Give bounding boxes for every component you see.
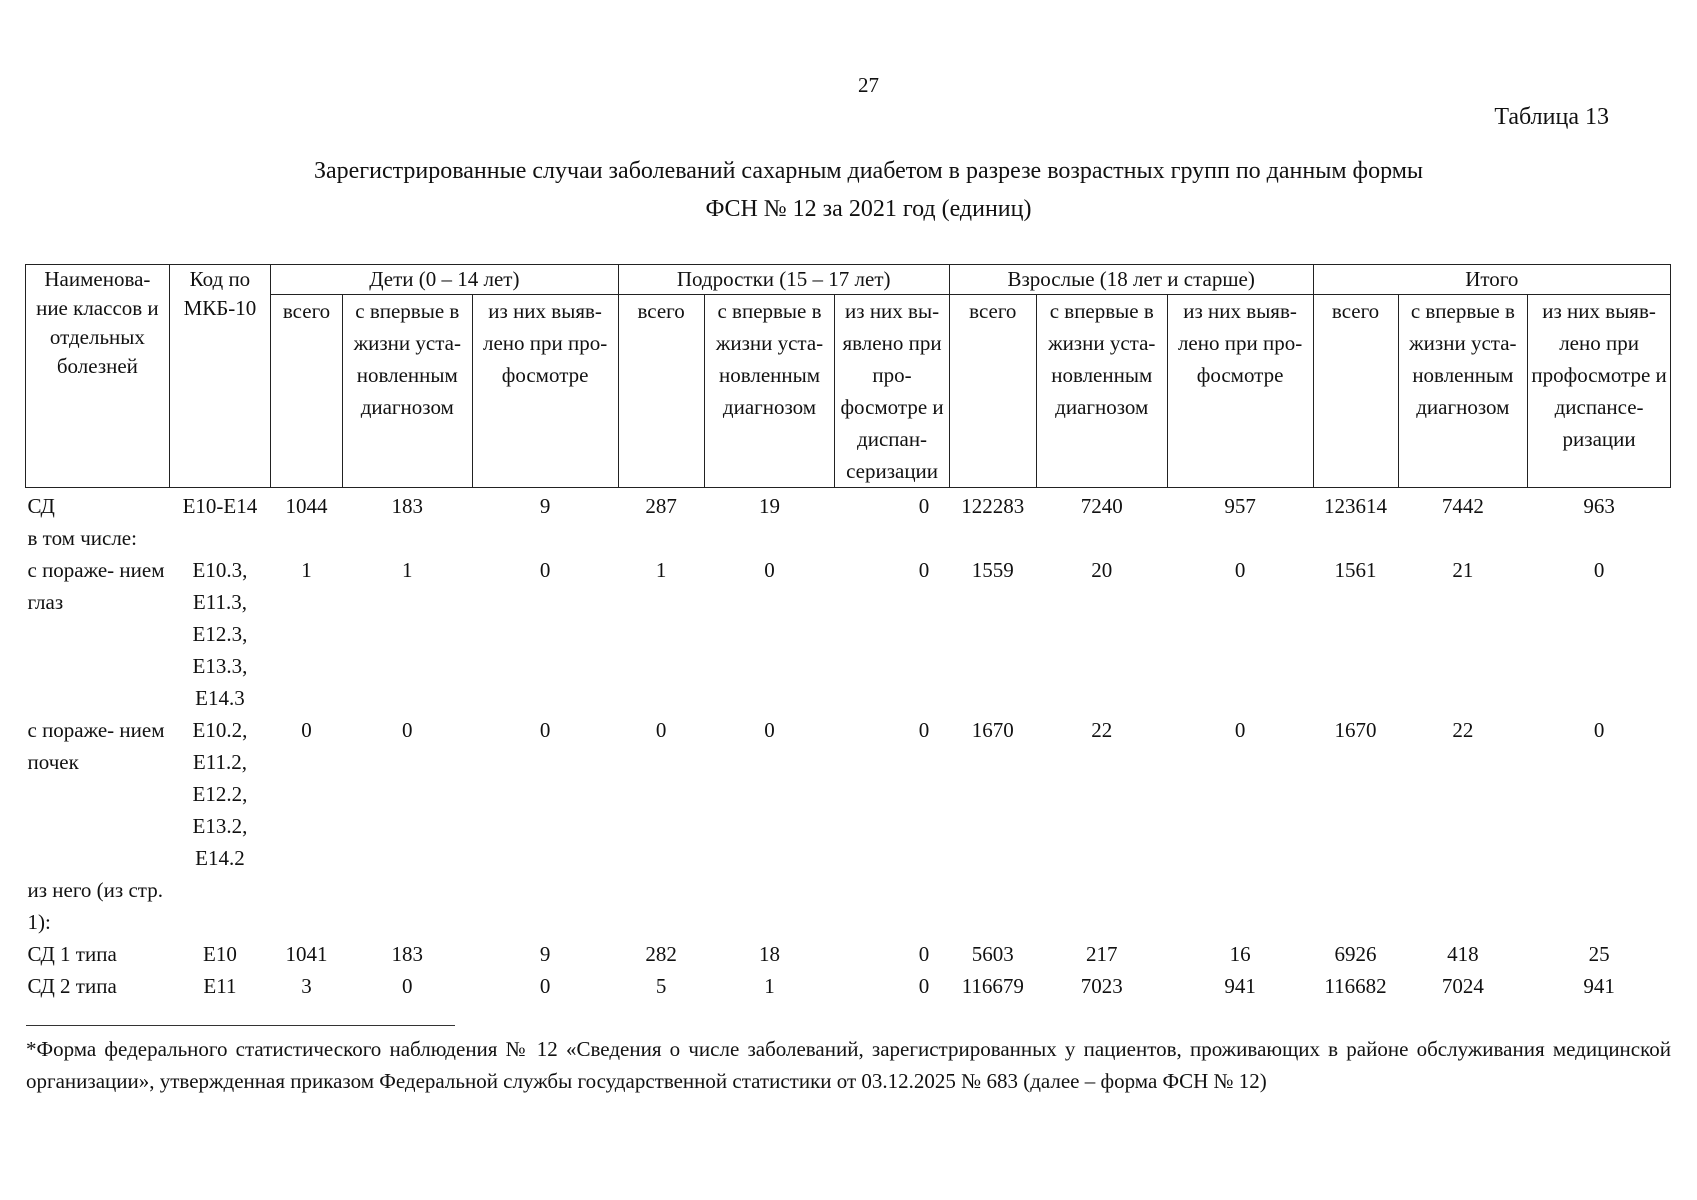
cell-value: 1044 bbox=[285, 494, 328, 518]
subheader-children-new: с впервые в жизни уста- новленным диагнозом bbox=[342, 295, 472, 488]
header-disease-name: Наименова- ние классов и отдельных болезней bbox=[26, 265, 170, 488]
row-name: с пораже- нием глаз bbox=[27, 558, 165, 614]
cell-value: 20 bbox=[1091, 558, 1113, 582]
footnote-divider bbox=[26, 1025, 455, 1026]
cell-value: 0 bbox=[1234, 718, 1246, 742]
cell-value: 22 bbox=[1091, 718, 1113, 742]
title-line-2: ФСН № 12 за 2021 год (единиц) bbox=[705, 196, 1032, 222]
cell-value: 0 bbox=[402, 974, 413, 998]
title-line-1: Зарегистрированные случаи заболеваний сахарным диабетом в разрезе возрастных групп по данным формы bbox=[313, 158, 1424, 184]
subheader-teens-total: всего bbox=[618, 295, 704, 488]
diabetes-cases-table bbox=[25, 264, 1671, 1002]
cell-value: 183 bbox=[391, 494, 424, 518]
cell-value: 287 bbox=[645, 494, 677, 518]
row-name: в том числе: bbox=[27, 526, 137, 550]
row-code: E10-E14 bbox=[182, 494, 258, 518]
subheader-teens-checkup: из них вы- явлено при про- фосмотре и диспан- серизации bbox=[835, 295, 949, 488]
cell-value: 5 bbox=[655, 974, 667, 998]
cell-value: 1 bbox=[402, 558, 413, 582]
subheader-total-checkup: из них выяв- лено при профосмотре и диспансе- ризации bbox=[1528, 295, 1671, 488]
row-code: E11 bbox=[203, 974, 237, 998]
subheader-children-total: всего bbox=[271, 295, 343, 488]
cell-value: 0 bbox=[402, 718, 413, 742]
cell-value: 25 bbox=[1588, 942, 1610, 966]
cell-value: 122283 bbox=[961, 494, 1025, 518]
table-row bbox=[26, 554, 1671, 714]
cell-value: 9 bbox=[539, 494, 551, 518]
cell-value: 9 bbox=[539, 942, 551, 966]
cell-value: 0 bbox=[1593, 718, 1605, 742]
table-row bbox=[26, 874, 1671, 938]
cell-value: 1 bbox=[764, 974, 775, 998]
row-name: с пораже- нием почек bbox=[27, 718, 165, 774]
cell-value: 1561 bbox=[1334, 558, 1377, 582]
table-row bbox=[26, 488, 1671, 523]
cell-value: 123614 bbox=[1324, 494, 1388, 518]
cell-value: 0 bbox=[301, 718, 312, 742]
table-row bbox=[26, 938, 1671, 970]
cell-value: 0 bbox=[918, 942, 930, 966]
cell-value: 0 bbox=[655, 718, 667, 742]
table-row bbox=[26, 714, 1671, 874]
row-empty bbox=[169, 874, 1670, 938]
subheader-adults-new: с впервые в жизни уста- новленным диагнозом bbox=[1036, 295, 1167, 488]
cell-value: 0 bbox=[918, 974, 930, 998]
subheader-children-checkup: из них выяв- лено при про- фосмотре bbox=[472, 295, 618, 488]
subheader-total-total: всего bbox=[1313, 295, 1398, 488]
cell-value: 941 bbox=[1224, 974, 1256, 998]
cell-value: 18 bbox=[759, 942, 780, 966]
cell-value: 0 bbox=[539, 718, 551, 742]
cell-value: 183 bbox=[391, 942, 424, 966]
header-group-adults: Взрослые (18 лет и старше) bbox=[949, 265, 1313, 295]
subheader-adults-total: всего bbox=[949, 295, 1036, 488]
subheader-adults-checkup: из них выяв- лено при про- фосмотре bbox=[1167, 295, 1313, 488]
header-group-total: Итого bbox=[1313, 265, 1670, 295]
cell-value: 0 bbox=[918, 494, 930, 518]
cell-value: 21 bbox=[1452, 558, 1474, 582]
cell-value: 16 bbox=[1229, 942, 1251, 966]
row-name: СД 1 типа bbox=[27, 942, 117, 966]
cell-value: 5603 bbox=[971, 942, 1014, 966]
table-row bbox=[26, 970, 1671, 1002]
header-icd-code: Код по МКБ-10 bbox=[169, 265, 270, 488]
row-code: E10 bbox=[203, 942, 237, 966]
cell-value: 0 bbox=[764, 718, 775, 742]
cell-value: 1559 bbox=[971, 558, 1014, 582]
footnote: *Форма федерального статистического наблюдения № 12 «Сведения о числе заболеваний, зарегистрированных у пациентов, проживающих в районе обслуживания медицинской организации», утвержденная приказом Федеральной службы государственной статистики от 03.12.2025 № 683 (далее – форма ФСН № 12) bbox=[26, 1037, 1671, 1093]
cell-value: 19 bbox=[759, 494, 780, 518]
table-row bbox=[26, 522, 1671, 554]
cell-value: 217 bbox=[1085, 942, 1118, 966]
cell-value: 963 bbox=[1583, 494, 1615, 518]
cell-value: 3 bbox=[301, 974, 312, 998]
cell-value: 0 bbox=[764, 558, 775, 582]
cell-value: 1670 bbox=[1334, 718, 1377, 742]
cell-value: 1 bbox=[655, 558, 667, 582]
cell-value: 7240 bbox=[1080, 494, 1123, 518]
subheader-total-new: с впервые в жизни уста- новленным диагнозом bbox=[1398, 295, 1528, 488]
cell-value: 957 bbox=[1224, 494, 1256, 518]
cell-value: 116679 bbox=[961, 974, 1024, 998]
cell-value: 0 bbox=[539, 974, 551, 998]
row-code: E10.3, E11.3, E12.3, E13.3, E14.3 bbox=[192, 558, 248, 710]
cell-value: 7024 bbox=[1441, 974, 1484, 998]
document-title bbox=[150, 152, 1587, 228]
cell-value: 7023 bbox=[1080, 974, 1123, 998]
header-group-teens: Подростки (15 – 17 лет) bbox=[618, 265, 949, 295]
row-code: E10.2, E11.2, E12.2, E13.2, E14.2 bbox=[192, 718, 248, 870]
row-name: из него (из стр. 1): bbox=[27, 878, 163, 934]
cell-value: 1041 bbox=[285, 942, 328, 966]
cell-value: 0 bbox=[918, 718, 930, 742]
cell-value: 0 bbox=[539, 558, 551, 582]
cell-value: 7442 bbox=[1441, 494, 1484, 518]
cell-value: 282 bbox=[645, 942, 677, 966]
cell-value: 1 bbox=[301, 558, 312, 582]
row-name: СД 2 типа bbox=[27, 974, 117, 998]
subheader-teens-new: с впервые в жизни уста- новленным диагнозом bbox=[704, 295, 835, 488]
cell-value: 0 bbox=[1593, 558, 1605, 582]
cell-value: 0 bbox=[1234, 558, 1246, 582]
cell-value: 941 bbox=[1583, 974, 1615, 998]
page-number: 27 bbox=[858, 73, 879, 97]
table-label: Таблица 13 bbox=[1494, 104, 1609, 130]
cell-value: 0 bbox=[918, 558, 930, 582]
cell-value: 22 bbox=[1452, 718, 1474, 742]
row-name: СД bbox=[27, 494, 55, 518]
cell-value: 1670 bbox=[971, 718, 1014, 742]
row-empty bbox=[342, 522, 1670, 554]
cell-value: 6926 bbox=[1334, 942, 1377, 966]
cell-value: 418 bbox=[1447, 942, 1479, 966]
cell-value: 116682 bbox=[1324, 974, 1387, 998]
header-group-children: Дети (0 – 14 лет) bbox=[271, 265, 619, 295]
